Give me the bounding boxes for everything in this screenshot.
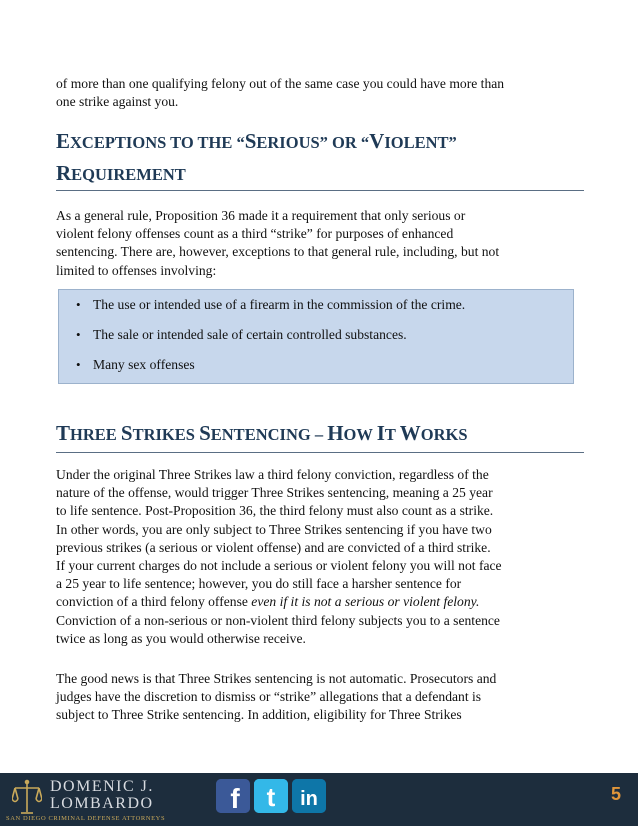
list-item: • The use or intended use of a firearm in the commission of the crime.	[93, 296, 465, 314]
exceptions-callout-box	[58, 289, 574, 384]
text-line: one strike against you.	[56, 94, 179, 110]
heading-initial: I	[376, 421, 385, 445]
heading-underline	[56, 452, 584, 453]
svg-text:f: f	[230, 783, 240, 813]
heading-smallcaps: TRIKES	[132, 425, 200, 444]
svg-text:in: in	[300, 788, 318, 810]
twitter-glyph	[254, 779, 288, 813]
logo-name-line2: LOMBARDO	[50, 795, 154, 812]
heading-initial: S	[199, 421, 211, 445]
text-line: judges have the discretion to dismiss or “strike” allegations that a defendant is	[56, 689, 482, 705]
heading-smallcaps: IOLENT”	[384, 133, 457, 152]
heading-smallcaps: ORKS	[420, 425, 468, 444]
logo-tagline: SAN DIEGO CRIMINAL DEFENSE ATTORNEYS	[6, 815, 166, 822]
linkedin-icon[interactable]	[292, 779, 326, 813]
intro-paragraph	[56, 75, 586, 111]
text-line: The good news is that Three Strikes sentencing is not automatic. Prosecutors and	[56, 671, 497, 686]
heading-initial: S	[120, 421, 133, 445]
section-heading-three-strikes	[56, 418, 586, 450]
heading-smallcaps: HREE	[70, 425, 121, 444]
text-line: Conviction of a non-serious or non-violent third felony subjects you to a sentence	[56, 612, 500, 628]
heading-smallcaps: ERIOUS” OR “	[256, 133, 370, 152]
text-line: to life sentence. Post-Proposition 36, the third felony must also count as a strike.	[56, 503, 494, 519]
text-line: As a general rule, Proposition 36 made it a requirement that only serious or	[56, 208, 466, 223]
svg-text:t: t	[266, 782, 276, 812]
text-line: Under the original Three Strikes law a third felony conviction, regardless of the	[56, 467, 489, 482]
section2-paragraph-2	[56, 670, 586, 725]
facebook-icon[interactable]	[216, 779, 250, 813]
heading-smallcaps: T	[384, 425, 400, 444]
heading-initial: H	[327, 421, 344, 445]
text-line: previous strikes (a serious or violent offense) and are convicted of a third strike.	[56, 539, 491, 555]
text-line: subject to Three Strike sentencing. In addition, eligibility for Three Strikes	[56, 707, 462, 723]
heading-smallcaps: OW	[343, 425, 377, 444]
heading-initial: R	[56, 161, 72, 185]
heading-initial: W	[399, 421, 421, 445]
heading-smallcaps: ENTENCING –	[210, 425, 328, 444]
text-line: of more than one qualifying felony out of the same case you could have more than	[56, 76, 505, 91]
list-item: • Many sex offenses	[93, 356, 195, 374]
section-heading-exceptions	[56, 126, 586, 190]
text-line: nature of the offense, would trigger Three Strikes sentencing, meaning a 25 year	[56, 485, 493, 501]
twitter-icon[interactable]	[254, 779, 288, 813]
text-line: a 25 year to life sentence; however, you do still face a harsher sentence for	[56, 576, 462, 592]
heading-initial: E	[56, 129, 71, 153]
text-line: twice as long as you would otherwise receive.	[56, 630, 306, 646]
footer-bar	[0, 773, 638, 826]
heading-initial: S	[244, 129, 257, 153]
heading-smallcaps: EQUIREMENT	[71, 165, 186, 184]
text-line: If your current charges do not include a serious or violent felony you will not face	[56, 558, 502, 574]
page-number: 5	[610, 784, 621, 804]
text-line: sentencing. There are, however, exceptions to that general rule, including, but not	[56, 244, 500, 260]
linkedin-glyph	[292, 779, 326, 813]
text-line: violent felony offenses count as a third “strike” for purposes of enhanced	[56, 226, 454, 242]
heading-initial: V	[369, 129, 385, 153]
section2-paragraph-1	[56, 466, 586, 648]
facebook-glyph	[216, 779, 250, 813]
text-line: limited to offenses involving:	[56, 262, 217, 278]
text-line: conviction of a third felony offense	[56, 594, 252, 610]
heading-underline	[56, 190, 584, 191]
text-line: In other words, you are only subject to Three Strikes sentencing if you have two	[56, 521, 492, 537]
heading-initial: T	[56, 421, 71, 445]
emphasis-text: even if it is not a serious or violent felony.	[251, 594, 480, 610]
list-item: • The sale or intended sale of certain controlled substances.	[93, 326, 407, 344]
logo-name-line1: DOMENIC J.	[50, 778, 154, 795]
heading-smallcaps: XCEPTIONS TO THE “	[70, 133, 245, 152]
scales-of-justice-icon	[12, 779, 42, 817]
section1-body	[56, 207, 586, 280]
